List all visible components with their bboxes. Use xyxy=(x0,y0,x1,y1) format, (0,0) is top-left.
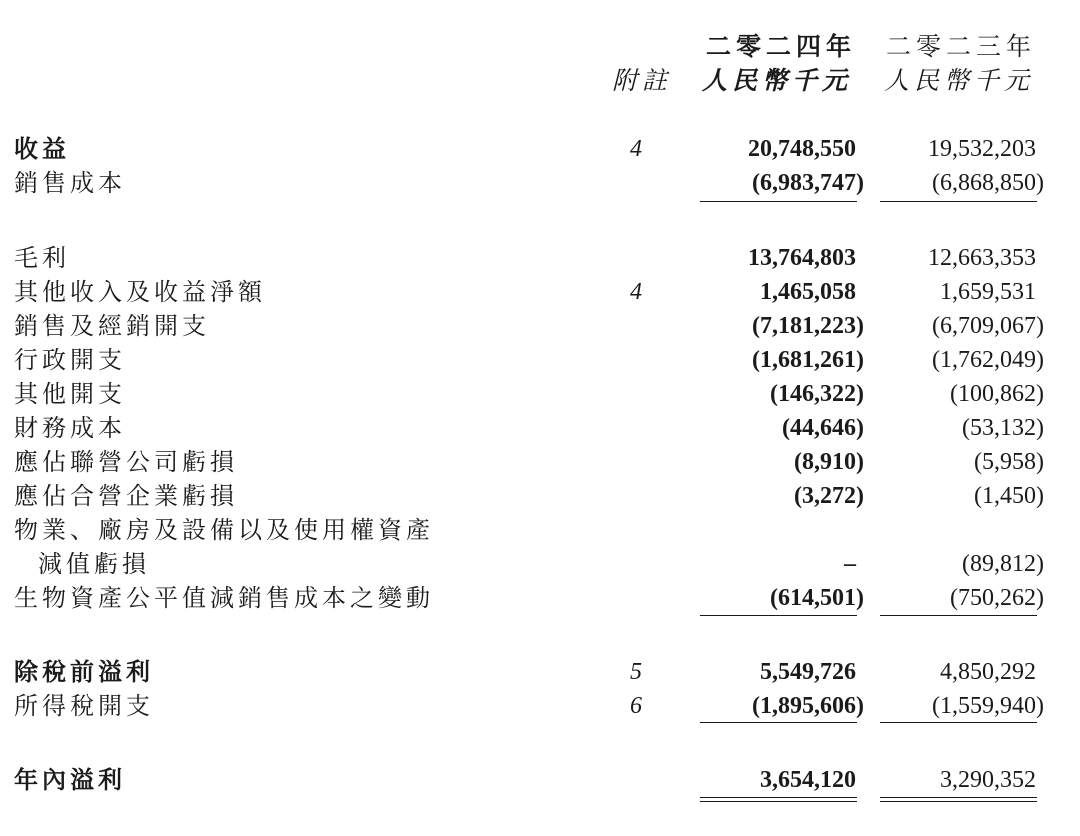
value-2024: (1,895,606) xyxy=(752,693,864,719)
row-note: 4 xyxy=(630,136,642,162)
row-label: 其他收入及收益淨額 xyxy=(14,278,266,306)
subtotal-rule-2023 xyxy=(880,201,1037,202)
table-row-revenue xyxy=(0,132,1080,166)
value-2023: 12,663,353 xyxy=(928,245,1036,271)
value-2024: 20,748,550 xyxy=(748,136,856,162)
row-note: 5 xyxy=(630,659,642,685)
row-label: 減值虧損 xyxy=(38,550,150,578)
row-label: 應佔聯營公司虧損 xyxy=(14,448,238,476)
row-label: 年內溢利 xyxy=(14,765,126,794)
table-row-cost-of-sales xyxy=(0,166,1080,200)
table-row-associates-loss xyxy=(0,445,1080,479)
row-label: 除稅前溢利 xyxy=(14,657,154,686)
value-2023: (1,762,049) xyxy=(932,347,1044,373)
subtotal-rule-2023 xyxy=(880,615,1037,616)
total-double-rule-2023-top xyxy=(880,797,1037,798)
year-2024-header: 二零二四年 xyxy=(706,32,857,61)
table-row-selling-expenses xyxy=(0,309,1080,343)
table-row-other-income xyxy=(0,275,1080,309)
value-2023: (6,868,850) xyxy=(932,170,1044,196)
row-label: 銷售成本 xyxy=(14,169,126,197)
subtotal-rule-2024 xyxy=(700,615,857,616)
value-2023: (5,958) xyxy=(974,449,1044,475)
value-2024: (7,181,223) xyxy=(752,313,864,339)
table-row-biological-assets xyxy=(0,581,1080,615)
value-2023: (1,450) xyxy=(974,483,1044,509)
value-2023: (6,709,067) xyxy=(932,313,1044,339)
value-2023: 3,290,352 xyxy=(940,767,1036,793)
table-row-admin-expenses xyxy=(0,343,1080,377)
value-2023: 4,850,292 xyxy=(940,659,1036,685)
row-label: 其他開支 xyxy=(14,380,126,408)
value-2024: (44,646) xyxy=(782,415,864,441)
row-label: 收益 xyxy=(14,134,70,163)
table-row-joint-ventures-loss xyxy=(0,479,1080,513)
table-row-gross-profit xyxy=(0,241,1080,275)
row-label: 行政開支 xyxy=(14,346,126,374)
value-2024: (3,272) xyxy=(794,483,864,509)
total-double-rule-2023-bottom xyxy=(880,801,1037,802)
subtotal-rule-2024 xyxy=(700,201,857,202)
row-label: 物業、廠房及設備以及使用權資產 xyxy=(14,516,434,544)
table-row-profit-before-tax xyxy=(0,655,1080,689)
row-label: 銷售及經銷開支 xyxy=(14,312,210,340)
value-2024: (1,681,261) xyxy=(752,347,864,373)
value-2024: – xyxy=(844,551,856,577)
value-2023: 19,532,203 xyxy=(928,136,1036,162)
total-double-rule-2024-bottom xyxy=(700,801,857,802)
row-label: 生物資產公平值減銷售成本之變動 xyxy=(14,584,434,612)
total-double-rule-2024-top xyxy=(700,797,857,798)
value-2023: (1,559,940) xyxy=(932,693,1044,719)
value-2023: (750,262) xyxy=(950,585,1044,611)
value-2024: 1,465,058 xyxy=(760,279,856,305)
row-label: 應佔合營企業虧損 xyxy=(14,482,238,510)
value-2024: 5,549,726 xyxy=(760,659,856,685)
table-row-finance-costs xyxy=(0,411,1080,445)
row-note: 6 xyxy=(630,693,642,719)
table-row-income-tax xyxy=(0,689,1080,723)
row-note: 4 xyxy=(630,279,642,305)
note-column-header: 附註 xyxy=(612,66,673,95)
row-label: 所得稅開支 xyxy=(14,692,154,720)
value-2023: 1,659,531 xyxy=(940,279,1036,305)
table-row-other-expenses xyxy=(0,377,1080,411)
table-row-impairment-heading xyxy=(0,513,1080,547)
table-row-profit-for-year xyxy=(0,763,1080,797)
value-2024: 13,764,803 xyxy=(748,245,856,271)
subtotal-rule-2024 xyxy=(700,722,857,723)
subtotal-rule-2023 xyxy=(880,722,1037,723)
value-2023: (100,862) xyxy=(950,381,1044,407)
value-2024: (8,910) xyxy=(794,449,864,475)
unit-2023-header: 人民幣千元 xyxy=(884,66,1035,95)
value-2024: (146,322) xyxy=(770,381,864,407)
table-row-impairment-loss xyxy=(0,547,1080,581)
unit-2024-header: 人民幣千元 xyxy=(702,66,853,95)
value-2023: (89,812) xyxy=(962,551,1044,577)
value-2024: 3,654,120 xyxy=(760,767,856,793)
value-2024: (6,983,747) xyxy=(752,170,864,196)
value-2023: (53,132) xyxy=(962,415,1044,441)
row-label: 財務成本 xyxy=(14,414,126,442)
year-2023-header: 二零二三年 xyxy=(886,32,1037,61)
value-2024: (614,501) xyxy=(770,585,864,611)
row-label: 毛利 xyxy=(14,244,70,272)
